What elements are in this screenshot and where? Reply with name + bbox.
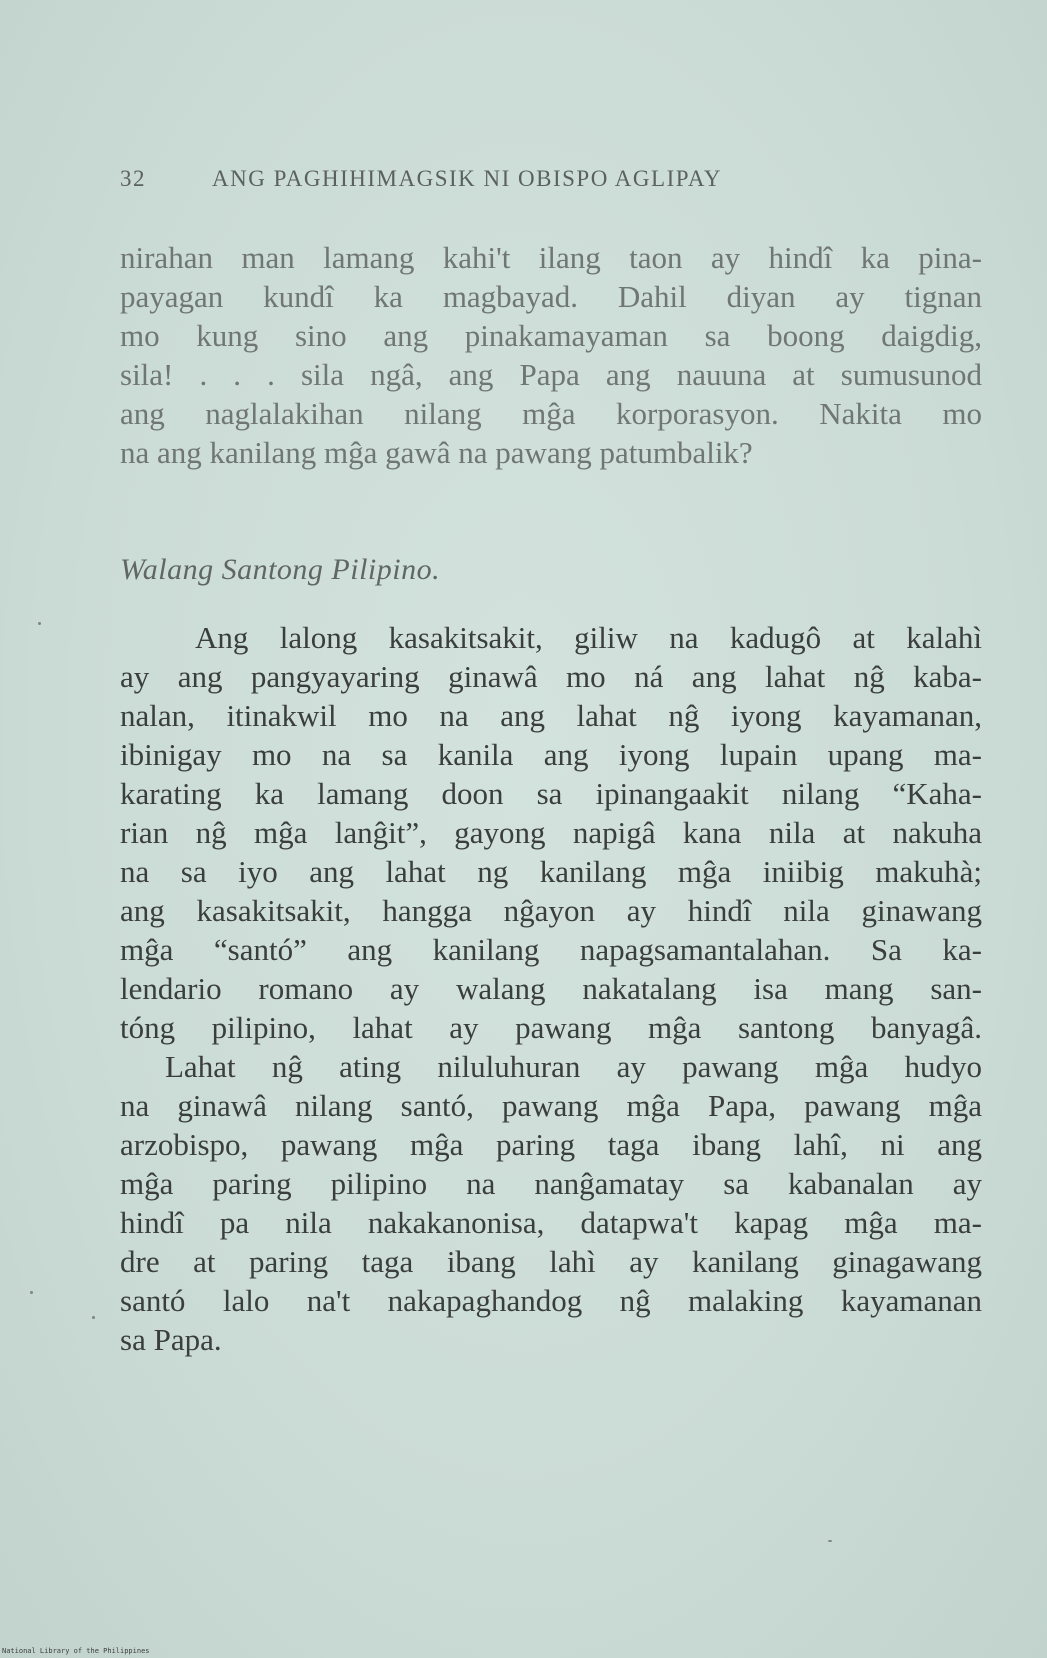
text-line: na sa iyo ang lahat ng kanilang mĝa iniibig makuhà; — [120, 854, 982, 889]
text-line: ay ang pangyayaring ginawâ mo ná ang lahat nĝ kaba- — [120, 659, 982, 694]
text-line: nalan, itinakwil mo na ang lahat nĝ iyong kayamanan, — [120, 698, 982, 733]
text-line: mĝa paring pilipino na nanĝamatay sa kabanalan ay — [120, 1166, 982, 1201]
text-line: ang naglalakihan nilang mĝa korporasyon. Nakita mo — [120, 396, 982, 431]
text-line: arzobispo, pawang mĝa paring taga ibang lahî, ni ang — [120, 1127, 982, 1162]
scan-speck — [92, 1316, 95, 1319]
text-line: sa Papa. — [120, 1322, 222, 1357]
library-footer: National Library of the Philippines — [2, 1647, 150, 1655]
text-line: tóng pilipino, lahat ay pawang mĝa santong banyagâ. — [120, 1010, 982, 1045]
text-line: hindî pa nila nakakanonisa, datapwa't kapag mĝa ma- — [120, 1205, 982, 1240]
text-line: ang kasakitsakit, hangga nĝayon ay hindî nila ginawang — [120, 893, 982, 928]
text-line: mo kung sino ang pinakamayaman sa boong daigdig, — [120, 318, 982, 353]
text-line: Lahat nĝ ating niluluhuran ay pawang mĝa hudyo — [165, 1049, 982, 1084]
text-line: santó lalo na't nakapaghandog nĝ malaking kayamanan — [120, 1283, 982, 1318]
text-line: nirahan man lamang kahi't ilang taon ay hindî ka pina- — [120, 240, 982, 275]
text-line: dre at paring taga ibang lahì ay kanilang ginagawang — [120, 1244, 982, 1279]
text-line: Ang lalong kasakitsakit, giliw na kadugô at kalahì — [195, 620, 982, 655]
scan-speck — [30, 1291, 33, 1294]
running-title: ANG PAGHIHIMAGSIK NI OBISPO AGLIPAY — [212, 166, 723, 191]
section-subheading: Walang Santong Pilipino. — [120, 553, 441, 586]
text-line: na ginawâ nilang santó, pawang mĝa Papa, pawang mĝa — [120, 1088, 982, 1123]
text-line: ibinigay mo na sa kanila ang iyong lupain upang ma- — [120, 737, 982, 772]
text-line: na ang kanilang mĝa gawâ na pawang patumbalik? — [120, 435, 753, 470]
text-line: sila! . . . sila ngâ, ang Papa ang nauuna at sumusunod — [120, 357, 982, 392]
text-line: rian nĝ mĝa lanĝit”, gayong napigâ kana nila at nakuha — [120, 815, 982, 850]
text-line: karating ka lamang doon sa ipinangaakit nilang “Kaha- — [120, 776, 982, 811]
text-line: payagan kundî ka magbayad. Dahil diyan ay tignan — [120, 279, 982, 314]
text-line: mĝa “santó” ang kanilang napagsamantalahan. Sa ka- — [120, 932, 982, 967]
running-header — [120, 166, 980, 200]
page-number: 32 — [120, 166, 146, 191]
scan-speck — [828, 1540, 832, 1542]
text-line: lendario romano ay walang nakatalang isa mang san- — [120, 971, 982, 1006]
scan-speck — [38, 622, 41, 625]
